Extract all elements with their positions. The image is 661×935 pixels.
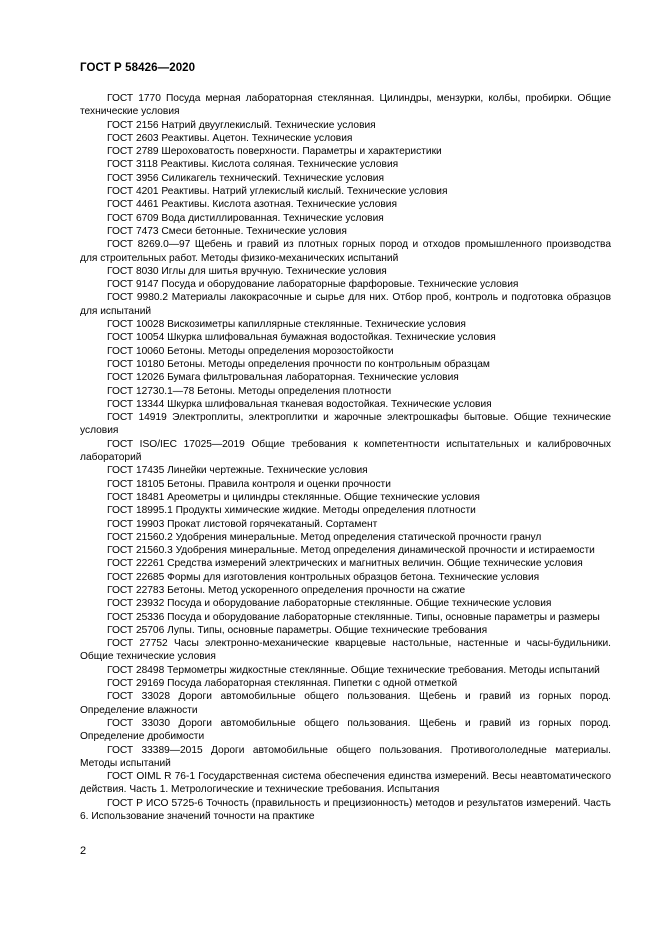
reference-item: ГОСТ 18105 Бетоны. Правила контроля и оценки прочности [107, 478, 391, 490]
reference-item: ГОСТ 2789 Шероховатость поверхности. Параметры и характеристики [107, 146, 442, 158]
reference-item: ГОСТ 25706 Лупы. Типы, основные параметры. Общие технические требования [107, 624, 488, 636]
reference-item: ГОСТ 12730.1—78 Бетоны. Методы определения плотности [107, 385, 392, 397]
reference-list [80, 92, 611, 823]
page-number: 2 [80, 845, 87, 857]
reference-item: ГОСТ Р ИСО 5725-6 Точность (правильность и прецизионность) методов и результатов измерений. Часть 6. Использование значений точности на практике [80, 797, 611, 823]
reference-item: ГОСТ 14919 Электроплиты, электроплитки и жарочные электрошкафы бытовые. Общие технические условия [80, 412, 611, 437]
reference-item: ГОСТ 13344 Шкурка шлифовальная тканевая водостойкая. Технические условия [107, 398, 492, 410]
reference-item: ГОСТ 17435 Линейки чертежные. Технические условия [107, 465, 368, 477]
reference-item: ГОСТ 29169 Посуда лабораторная стеклянная. Пипетки с одной отметкой [107, 678, 458, 690]
reference-item: ГОСТ 8030 Иглы для шитья вручную. Технические условия [107, 265, 387, 277]
reference-item: ГОСТ OIML R 76-1 Государственная система обеспечения единства измерений. Весы неавтоматического действия. Часть 1. Метрологические и технические требования. Испытания [80, 771, 611, 796]
reference-item: ГОСТ 4201 Реактивы. Натрий углекислый кислый. Технические условия [107, 186, 448, 198]
reference-item: ГОСТ 2156 Натрий двууглекислый. Технические условия [107, 119, 376, 131]
reference-item: ГОСТ 28498 Термометры жидкостные стеклянные. Общие технические требования. Методы испытаний [107, 664, 600, 676]
reference-item: ГОСТ 6709 Вода дистиллированная. Технические условия [107, 212, 384, 224]
reference-item: ГОСТ 10028 Вискозиметры капиллярные стеклянные. Технические условия [107, 319, 466, 331]
reference-item: ГОСТ 9980.2 Материалы лакокрасочные и сырье для них. Отбор проб, контроль и подготовка образцов для испытаний [80, 292, 611, 317]
reference-item: ГОСТ 22261 Средства измерений электрических и магнитных величин. Общие технические условия [107, 558, 583, 570]
reference-item: ГОСТ 3956 Силикагель технический. Технические условия [107, 172, 384, 184]
reference-item: ГОСТ 33030 Дороги автомобильные общего пользования. Щебень и гравий из горных пород. Определение дробимости [80, 717, 611, 743]
reference-item: ГОСТ 18995.1 Продукты химические жидкие. Методы определения плотности [107, 505, 476, 517]
reference-item: ГОСТ 8269.0—97 Щебень и гравий из плотных горных пород и отходов промышленного производства для строительных работ. Методы физико-механических испытаний [80, 239, 611, 264]
reference-item: ГОСТ ISO/IEC 17025—2019 Общие требования к компетентности испытательных и калибровочных лабораторий [80, 438, 611, 464]
reference-item: ГОСТ 9147 Посуда и оборудование лабораторные фарфоровые. Технические условия [107, 279, 519, 291]
reference-item: ГОСТ 22783 Бетоны. Метод ускоренного определения прочности на сжатие [107, 584, 466, 596]
reference-item: ГОСТ 23932 Посуда и оборудование лабораторные стеклянные. Общие технические условия [107, 598, 552, 610]
reference-item: ГОСТ 3118 Реактивы. Кислота соляная. Технические условия [107, 159, 399, 171]
reference-item: ГОСТ 10054 Шкурка шлифовальная бумажная водостойкая. Технические условия [107, 332, 496, 344]
reference-item: ГОСТ 18481 Ареометры и цилиндры стеклянные. Общие технические условия [107, 491, 480, 503]
reference-item: ГОСТ 2603 Реактивы. Ацетон. Технические условия [107, 132, 353, 144]
reference-item: ГОСТ 33028 Дороги автомобильные общего пользования. Щебень и гравий из горных пород. Определение влажности [80, 691, 611, 716]
reference-item: ГОСТ 4461 Реактивы. Кислота азотная. Технические условия [107, 199, 398, 211]
reference-item: ГОСТ 12026 Бумага фильтровальная лабораторная. Технические условия [107, 372, 459, 384]
reference-item: ГОСТ 33389—2015 Дороги автомобильные общего пользования. Противогололедные материалы. Методы испытаний [80, 744, 611, 769]
reference-item: ГОСТ 10060 Бетоны. Методы определения морозостойкости [107, 345, 394, 357]
reference-item: ГОСТ 21560.3 Удобрения минеральные. Метод определения динамической прочности и истираемости [107, 545, 595, 557]
reference-item: ГОСТ 1770 Посуда мерная лабораторная стеклянная. Цилиндры, мензурки, колбы, пробирки. Общие технические условия [80, 93, 611, 118]
reference-item: ГОСТ 21560.2 Удобрения минеральные. Метод определения статической прочности гранул [107, 531, 542, 543]
reference-item: ГОСТ 7473 Смеси бетонные. Технические условия [107, 225, 347, 237]
reference-item: ГОСТ 27752 Часы электронно-механические кварцевые настольные, настенные и часы-будильники. Общие технические условия [80, 638, 611, 663]
document-header: ГОСТ Р 58426—2020 [80, 62, 196, 74]
reference-item: ГОСТ 10180 Бетоны. Методы определения прочности по контрольным образцам [107, 358, 490, 370]
reference-item: ГОСТ 25336 Посуда и оборудование лабораторные стеклянные. Типы, основные параметры и размеры [107, 611, 600, 623]
reference-item: ГОСТ 19903 Прокат листовой горячекатаный. Сортамент [107, 518, 378, 530]
reference-item: ГОСТ 22685 Формы для изготовления контрольных образцов бетона. Технические условия [107, 571, 540, 583]
